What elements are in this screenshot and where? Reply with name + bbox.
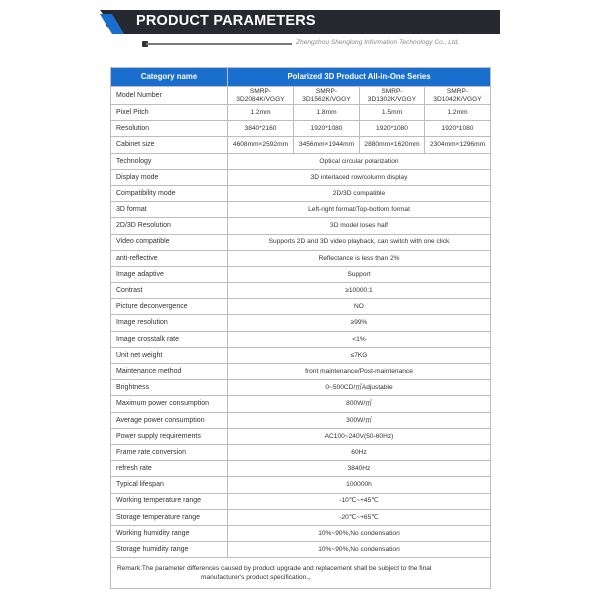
value-cell: 1.5mm [360, 105, 425, 121]
row-label: Technology [111, 153, 228, 169]
value-cell: AC100~240V(50-60Hz) [228, 428, 491, 444]
value-cell: 1920*1080 [294, 121, 360, 137]
row-label: Cabinet size [111, 137, 228, 153]
value-cell: ≥99% [228, 315, 491, 331]
remark-line-2: manufacturer's product specification.。 [201, 574, 315, 582]
table-row [111, 137, 491, 153]
value-cell: 2304mm×1296mm [425, 137, 491, 153]
value-cell: Support [228, 266, 491, 282]
table-row [111, 234, 491, 250]
table-row [111, 428, 491, 444]
value-cell: 1.2mm [228, 105, 294, 121]
row-label: Resolution [111, 121, 228, 137]
table-row [111, 121, 491, 137]
value-cell: 10%~90%,No condensation [228, 542, 491, 558]
value-cell: Reflectance is less than 2% [228, 250, 491, 266]
table-row [111, 461, 491, 477]
row-label: Picture deconvergence [111, 299, 228, 315]
value-cell: ≤7KG [228, 347, 491, 363]
row-label: Frame rate conversion [111, 444, 228, 460]
value-cell: ≥10000:1 [228, 283, 491, 299]
row-label: Brightness [111, 380, 228, 396]
value-cell: 3840*2160 [228, 121, 294, 137]
value-cell: Supports 2D and 3D video playback, can switch with one click [228, 234, 491, 250]
table-row [111, 525, 491, 541]
table-row [111, 396, 491, 412]
model-cell: SMRP-3D1302K/VGGY [360, 87, 425, 105]
row-label: anti-reflective [111, 250, 228, 266]
table-row [111, 364, 491, 380]
value-cell: 3D model loses half [228, 218, 491, 234]
model-cell: SMRP-3D1562K/VGGY [294, 87, 360, 105]
table-row [111, 444, 491, 460]
value-cell: Optical circular polarization [228, 153, 491, 169]
remark-row [111, 558, 491, 589]
value-cell: 3840Hz [228, 461, 491, 477]
model-cell: SMRP-3D1042K/VGGY [425, 87, 491, 105]
table-row [111, 266, 491, 282]
value-cell: 100000h [228, 477, 491, 493]
model-cell: SMRP-3D2084K/VGGY [228, 87, 294, 105]
row-label: Display mode [111, 169, 228, 185]
series-header: Polarized 3D Product All-in-One Series [228, 68, 491, 87]
row-label: Unit net weight [111, 347, 228, 363]
company-name: Zhengzhou Shenglong Information Technology Co., Ltd. [296, 39, 460, 46]
value-cell: -10℃~+45℃ [228, 493, 491, 509]
row-label: Storage temperature range [111, 509, 228, 525]
value-cell: NO [228, 299, 491, 315]
row-label: Video compatible [111, 234, 228, 250]
value-cell: 2D/3D compatible [228, 185, 491, 201]
table-row [111, 185, 491, 201]
table-row [111, 153, 491, 169]
table-header-row [111, 68, 491, 87]
row-label: Image crosstalk rate [111, 331, 228, 347]
table-row [111, 169, 491, 185]
value-cell: 1.2mm [425, 105, 491, 121]
title-banner [100, 10, 500, 34]
value-cell: 2880mm×1620mm [360, 137, 425, 153]
table-row [111, 105, 491, 121]
table-row [111, 283, 491, 299]
row-label: Working humidity range [111, 525, 228, 541]
table-row [111, 347, 491, 363]
value-cell: 800W/㎡ [228, 396, 491, 412]
row-label: Working temperature range [111, 493, 228, 509]
table-row [111, 218, 491, 234]
table-row [111, 315, 491, 331]
row-label: Image adaptive [111, 266, 228, 282]
row-label: 2D/3D Resolution [111, 218, 228, 234]
value-cell: 300W/㎡ [228, 412, 491, 428]
value-cell: 1.8mm [294, 105, 360, 121]
remark-line-1: Remark:The parameter differences caused by product upgrade and replacement shall be subject to the final [117, 564, 432, 572]
table-row [111, 202, 491, 218]
value-cell: 1920*1080 [360, 121, 425, 137]
row-label: Power supply requirements [111, 428, 228, 444]
row-label: Average power consumption [111, 412, 228, 428]
table-row [111, 380, 491, 396]
value-cell: 60Hz [228, 444, 491, 460]
page-title: PRODUCT PARAMETERS [136, 13, 316, 29]
row-label: Maximum power consumption [111, 396, 228, 412]
remark-cell [111, 558, 491, 589]
value-cell: <1% [228, 331, 491, 347]
value-cell: 0~500CD/㎡Adjustable [228, 380, 491, 396]
header-rule [146, 43, 292, 45]
value-cell: 3D interlaced row/column display [228, 169, 491, 185]
row-label: Storage humidity range [111, 542, 228, 558]
value-cell: Left-right format/Top-bottom format [228, 202, 491, 218]
parameters-table [110, 67, 491, 589]
row-label: Model Number [111, 87, 228, 105]
row-label: refresh rate [111, 461, 228, 477]
row-label: Pixel Pitch [111, 105, 228, 121]
table-row [111, 493, 491, 509]
table-row [111, 542, 491, 558]
row-label: 3D format [111, 202, 228, 218]
value-cell: 10%~90%,No condensation [228, 525, 491, 541]
row-label: Image resolution [111, 315, 228, 331]
value-cell: -20℃~+65℃ [228, 509, 491, 525]
table-row [111, 87, 491, 105]
table-row [111, 331, 491, 347]
row-label: Typical lifespan [111, 477, 228, 493]
value-cell: front maintenance/Post-maintenance [228, 364, 491, 380]
table-row [111, 412, 491, 428]
value-cell: 1920*1080 [425, 121, 491, 137]
table-row [111, 250, 491, 266]
table-row [111, 509, 491, 525]
row-label: Maintenance method [111, 364, 228, 380]
value-cell: 4608mm×2592mm [228, 137, 294, 153]
row-label: Compatibility mode [111, 185, 228, 201]
table-row [111, 299, 491, 315]
table-row [111, 477, 491, 493]
category-header: Category name [111, 68, 228, 87]
value-cell: 3456mm×1944mm [294, 137, 360, 153]
row-label: Contrast [111, 283, 228, 299]
